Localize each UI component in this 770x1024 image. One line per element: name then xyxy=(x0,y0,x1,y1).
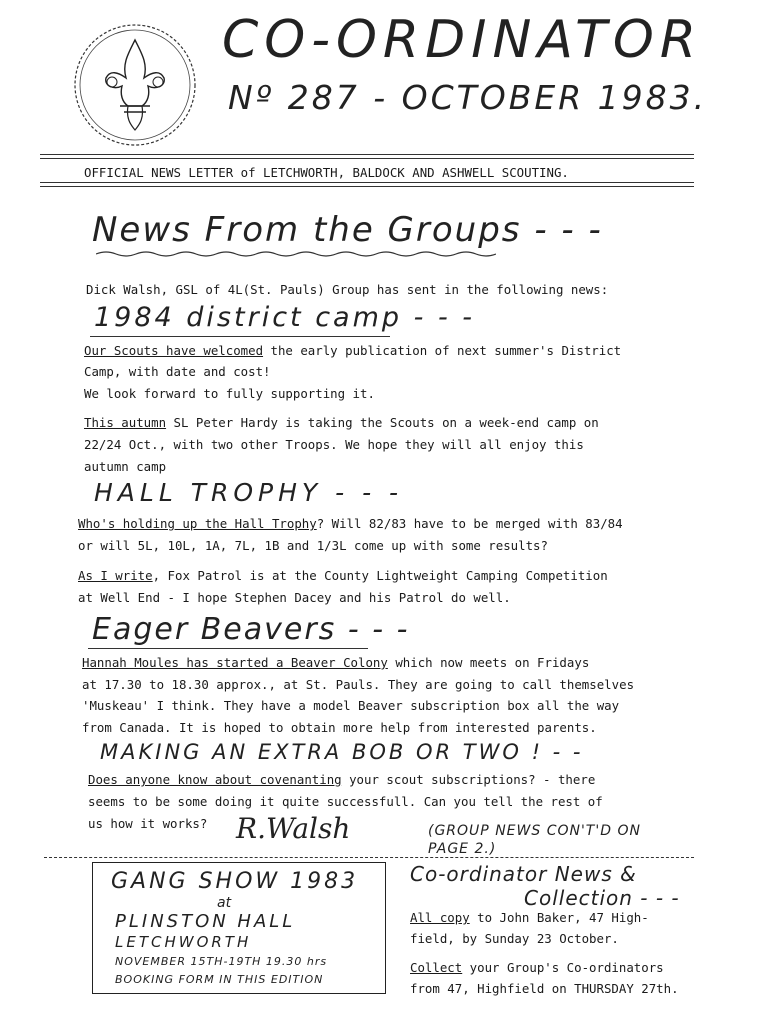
extra-bob-p1-line2: seems to be some doing it quite successfull. Can you tell the rest of xyxy=(88,794,603,809)
hall-trophy-p1-line2: or will 5L, 10L, 1A, 7L, 1B and 1/3L come up with some results? xyxy=(78,538,548,553)
masthead-title: CO-ORDINATOR xyxy=(222,10,702,70)
district-camp-heading: 1984 district camp - - - xyxy=(94,302,476,333)
hall-trophy-p1-underlined: Who's holding up the Hall Trophy xyxy=(78,516,317,531)
section-separator xyxy=(44,857,694,858)
extra-bob-p1 xyxy=(88,769,595,791)
scout-emblem-icon xyxy=(70,20,200,150)
hall-trophy-p2-line2: at Well End - I hope Stephen Dacey and his Patrol do well. xyxy=(78,590,511,605)
eager-beavers-p1-underlined: Hannah Moules has started a Beaver Colony xyxy=(82,655,388,670)
extra-bob-p1-rest: your scout subscriptions? - there xyxy=(341,772,596,787)
eager-beavers-p1-line4: from Canada. It is hoped to obtain more help from interested parents. xyxy=(82,720,597,735)
signature: R.Walsh xyxy=(236,812,351,845)
hall-trophy-p2-underlined: As I write xyxy=(78,568,153,583)
district-camp-p2-line3: autumn camp xyxy=(84,459,167,474)
group-news-note: (GROUP NEWS CON'T'D ON PAGE 2.) xyxy=(428,823,641,857)
coordinator-copy-rest: to John Baker, 47 High- xyxy=(469,910,649,925)
masthead-issue: Nº 287 - OCTOBER 1983. xyxy=(228,78,708,117)
eager-beavers-p1-rest: which now meets on Fridays xyxy=(387,655,590,670)
gang-show-line5: NOVEMBER 15TH-19TH 19.30 hrs xyxy=(115,955,328,968)
coordinator-news-heading-line2: Collection - - - xyxy=(524,886,680,910)
gang-show-line2: at xyxy=(217,895,232,911)
top-rule-2 xyxy=(40,158,694,159)
coordinator-copy-line2: field, by Sunday 23 October. xyxy=(410,931,619,946)
news-heading: News From the Groups - - - xyxy=(92,210,603,250)
intro-text: Dick Walsh, GSL of 4L(St. Pauls) Group has sent in the following news: xyxy=(86,282,609,297)
hall-trophy-p2 xyxy=(78,565,608,587)
coordinator-copy-underlined: All copy xyxy=(410,910,470,925)
gang-show-line3: PLINSTON HALL xyxy=(115,911,296,932)
district-camp-p1-line2: Camp, with date and cost! xyxy=(84,364,271,379)
eager-beavers-p1 xyxy=(82,652,589,674)
district-camp-p2-line2: 22/24 Oct., with two other Troops. We hope they will all enjoy this xyxy=(84,437,584,452)
district-camp-p1-underlined: Our Scouts have welcomed xyxy=(84,343,264,358)
hall-trophy-p1-rest: ? Will 82/83 have to be merged with 83/84 xyxy=(316,516,623,531)
hall-trophy-p1 xyxy=(78,513,623,535)
gang-show-line4: LETCHWORTH xyxy=(115,933,252,951)
district-camp-p1-line3: We look forward to fully supporting it. xyxy=(84,386,375,401)
extra-bob-p1-line3: us how it works? xyxy=(88,816,208,831)
extra-bob-heading: MAKING AN EXTRA BOB OR TWO ! - - xyxy=(100,740,584,764)
coordinator-copy xyxy=(410,907,649,929)
top-rule-1 xyxy=(40,154,694,155)
extra-bob-p1-underlined: Does anyone know about covenanting xyxy=(88,772,342,787)
district-camp-p1 xyxy=(84,340,621,362)
coordinator-collect xyxy=(410,957,664,979)
eager-beavers-heading: Eager Beavers - - - xyxy=(92,612,410,647)
district-camp-p2 xyxy=(84,412,599,434)
eager-beavers-p1-line3: 'Muskeau' I think. They have a model Beaver subscription box all the way xyxy=(82,698,620,713)
coordinator-collect-underlined: Collect xyxy=(410,960,463,975)
district-camp-p2-underlined: This autumn xyxy=(84,415,167,430)
district-camp-p2-rest: SL Peter Hardy is taking the Scouts on a week-end camp on xyxy=(166,415,599,430)
gang-show-line6: BOOKING FORM IN THIS EDITION xyxy=(115,973,324,986)
coordinator-news-heading-line1: Co-ordinator News & xyxy=(410,862,637,886)
bottom-rule-2 xyxy=(40,186,694,187)
gang-show-line1: GANG SHOW 1983 xyxy=(111,869,359,894)
hall-trophy-heading: HALL TROPHY - - - xyxy=(94,478,404,507)
masthead-subtitle: OFFICIAL NEWS LETTER of LETCHWORTH, BALDOCK AND ASHWELL SCOUTING. xyxy=(84,165,569,180)
district-camp-p1-rest: the early publication of next summer's District xyxy=(263,343,622,358)
district-camp-heading-underline xyxy=(90,336,390,337)
coordinator-collect-rest: your Group's Co-ordinators xyxy=(462,960,664,975)
gang-show-box xyxy=(92,862,386,994)
eager-beavers-p1-line2: at 17.30 to 18.30 approx., at St. Pauls. They are going to call themselves xyxy=(82,677,635,692)
hall-trophy-p2-rest: , Fox Patrol is at the County Lightweight Camping Competition xyxy=(152,568,608,583)
coordinator-collect-line2: from 47, Highfield on THURSDAY 27th. xyxy=(410,981,679,996)
news-heading-underline xyxy=(96,250,496,258)
bottom-rule-1 xyxy=(40,182,694,183)
eager-beavers-heading-underline xyxy=(88,648,368,649)
